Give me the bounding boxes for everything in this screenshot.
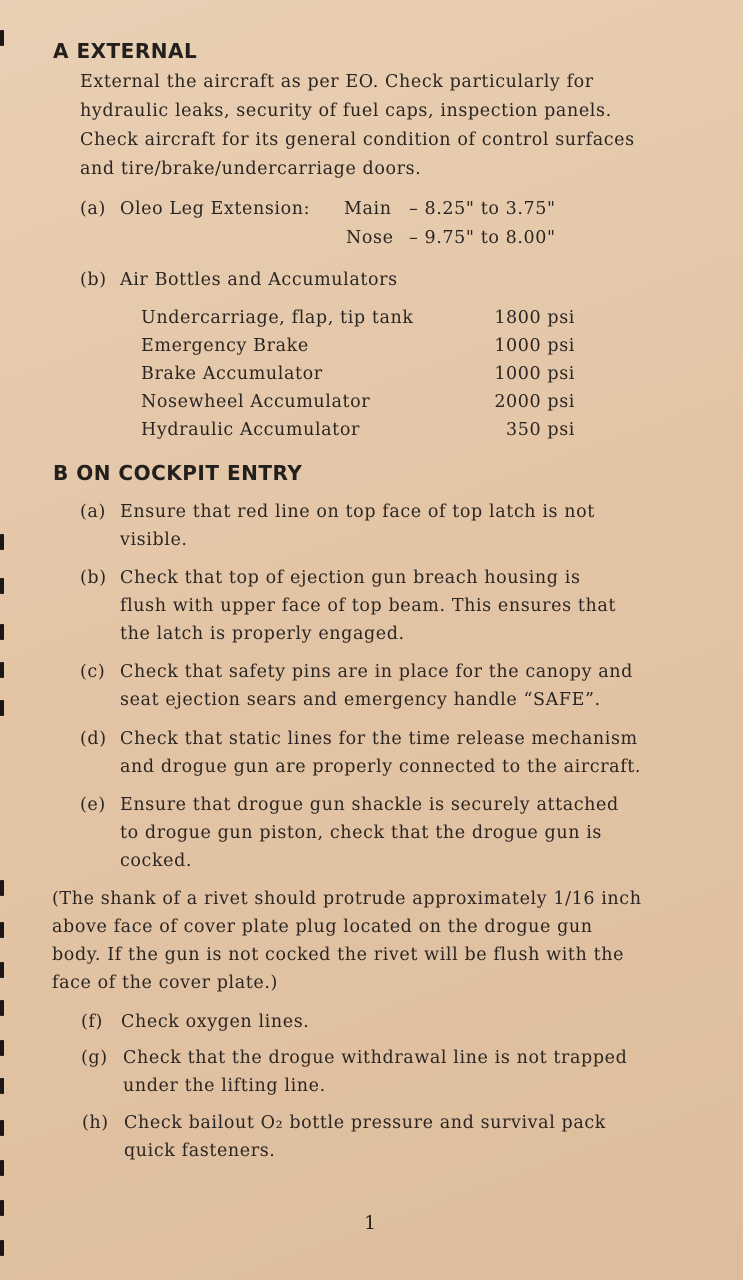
pressure-item-name: Emergency Brake xyxy=(141,336,309,356)
item-line: the latch is properly engaged. xyxy=(120,624,405,644)
pressure-row xyxy=(141,420,575,448)
item-label: (f) xyxy=(81,1012,103,1032)
oleo-main-value: – 8.25" to 3.75" xyxy=(409,199,556,219)
air-bottles-label: (b) xyxy=(80,270,107,290)
item-label: (h) xyxy=(82,1113,109,1133)
item-label: (c) xyxy=(80,662,106,682)
item-line: Check bailout O₂ bottle pressure and survival pack xyxy=(124,1113,606,1133)
checklist-item-g xyxy=(81,1044,627,1100)
item-line: and drogue gun are properly connected to the aircraft. xyxy=(120,757,642,777)
intro-line: hydraulic leaks, security of fuel caps, inspection panels. xyxy=(80,101,612,121)
oleo-nose-value: – 9.75" to 8.00" xyxy=(409,228,556,248)
item-line: flush with upper face of top beam. This ensures that xyxy=(120,596,617,616)
oleo-label: (a) xyxy=(80,199,106,219)
item-line: Check that static lines for the time release mechanism xyxy=(120,729,638,749)
item-line: Check oxygen lines. xyxy=(121,1012,310,1032)
page-binding-edge xyxy=(0,0,6,1280)
pressure-value: 1000 psi xyxy=(494,336,575,356)
note-line: above face of cover plate plug located on the drogue gun xyxy=(52,917,593,937)
section-a-intro xyxy=(80,68,635,184)
pressure-row xyxy=(141,364,575,392)
section-b-heading: B ON COCKPIT ENTRY xyxy=(53,461,303,485)
pressure-value: 1000 psi xyxy=(494,364,575,384)
section-a-heading: A EXTERNAL xyxy=(53,39,198,63)
item-line: Check that top of ejection gun breach housing is xyxy=(120,568,581,588)
checklist-item-c xyxy=(80,658,633,714)
pressure-value: 1800 psi xyxy=(494,308,575,328)
item-line: Ensure that drogue gun shackle is securely attached xyxy=(120,795,619,815)
oleo-nose-label: Nose xyxy=(346,228,394,248)
pressure-row xyxy=(141,336,575,364)
item-line: cocked. xyxy=(120,851,193,871)
item-line: seat ejection sears and emergency handle “SAFE”. xyxy=(120,690,601,710)
checklist-item-a xyxy=(80,498,595,554)
pressure-item-name: Nosewheel Accumulator xyxy=(141,392,371,412)
item-label: (d) xyxy=(80,729,107,749)
intro-line: Check aircraft for its general condition of control surfaces xyxy=(80,130,635,150)
item-line: Check that the drogue withdrawal line is not trapped xyxy=(123,1048,628,1068)
pressure-item-name: Hydraulic Accumulator xyxy=(141,420,360,440)
pressure-value: 2000 psi xyxy=(494,392,575,412)
pressure-row xyxy=(141,308,575,336)
pressure-item-name: Undercarriage, flap, tip tank xyxy=(141,308,414,328)
item-label: (e) xyxy=(80,795,106,815)
item-line: quick fasteners. xyxy=(124,1141,276,1161)
checklist-item-e xyxy=(80,791,619,875)
item-label: (b) xyxy=(80,568,107,588)
checklist-item-f xyxy=(81,1008,309,1036)
oleo-title: Oleo Leg Extension: xyxy=(120,199,311,219)
checklist-item-b xyxy=(80,564,616,648)
rivet-note xyxy=(52,885,642,997)
intro-line: External the aircraft as per EO. Check particularly for xyxy=(80,72,594,92)
oleo-main-label: Main xyxy=(344,199,392,219)
pressure-row xyxy=(141,392,575,420)
item-label: (a) xyxy=(80,502,106,522)
item-line: visible. xyxy=(120,530,188,550)
note-line: face of the cover plate.) xyxy=(52,973,278,993)
item-line: to drogue gun piston, check that the drogue gun is xyxy=(120,823,603,843)
air-bottles-title: Air Bottles and Accumulators xyxy=(120,270,398,290)
checklist-item-d xyxy=(80,725,641,781)
pressure-value: 350 psi xyxy=(506,420,575,440)
pressure-item-name: Brake Accumulator xyxy=(141,364,323,384)
item-line: Check that safety pins are in place for the canopy and xyxy=(120,662,633,682)
page-number: 1 xyxy=(364,1212,377,1234)
intro-line: and tire/brake/undercarriage doors. xyxy=(80,159,422,179)
item-line: under the lifting line. xyxy=(123,1076,326,1096)
item-line: Ensure that red line on top face of top latch is not xyxy=(120,502,595,522)
note-line: (The shank of a rivet should protrude approximately 1/16 inch xyxy=(52,889,642,909)
note-line: body. If the gun is not cocked the rivet will be flush with the xyxy=(52,945,625,965)
item-label: (g) xyxy=(81,1048,108,1068)
checklist-item-h xyxy=(82,1109,606,1165)
